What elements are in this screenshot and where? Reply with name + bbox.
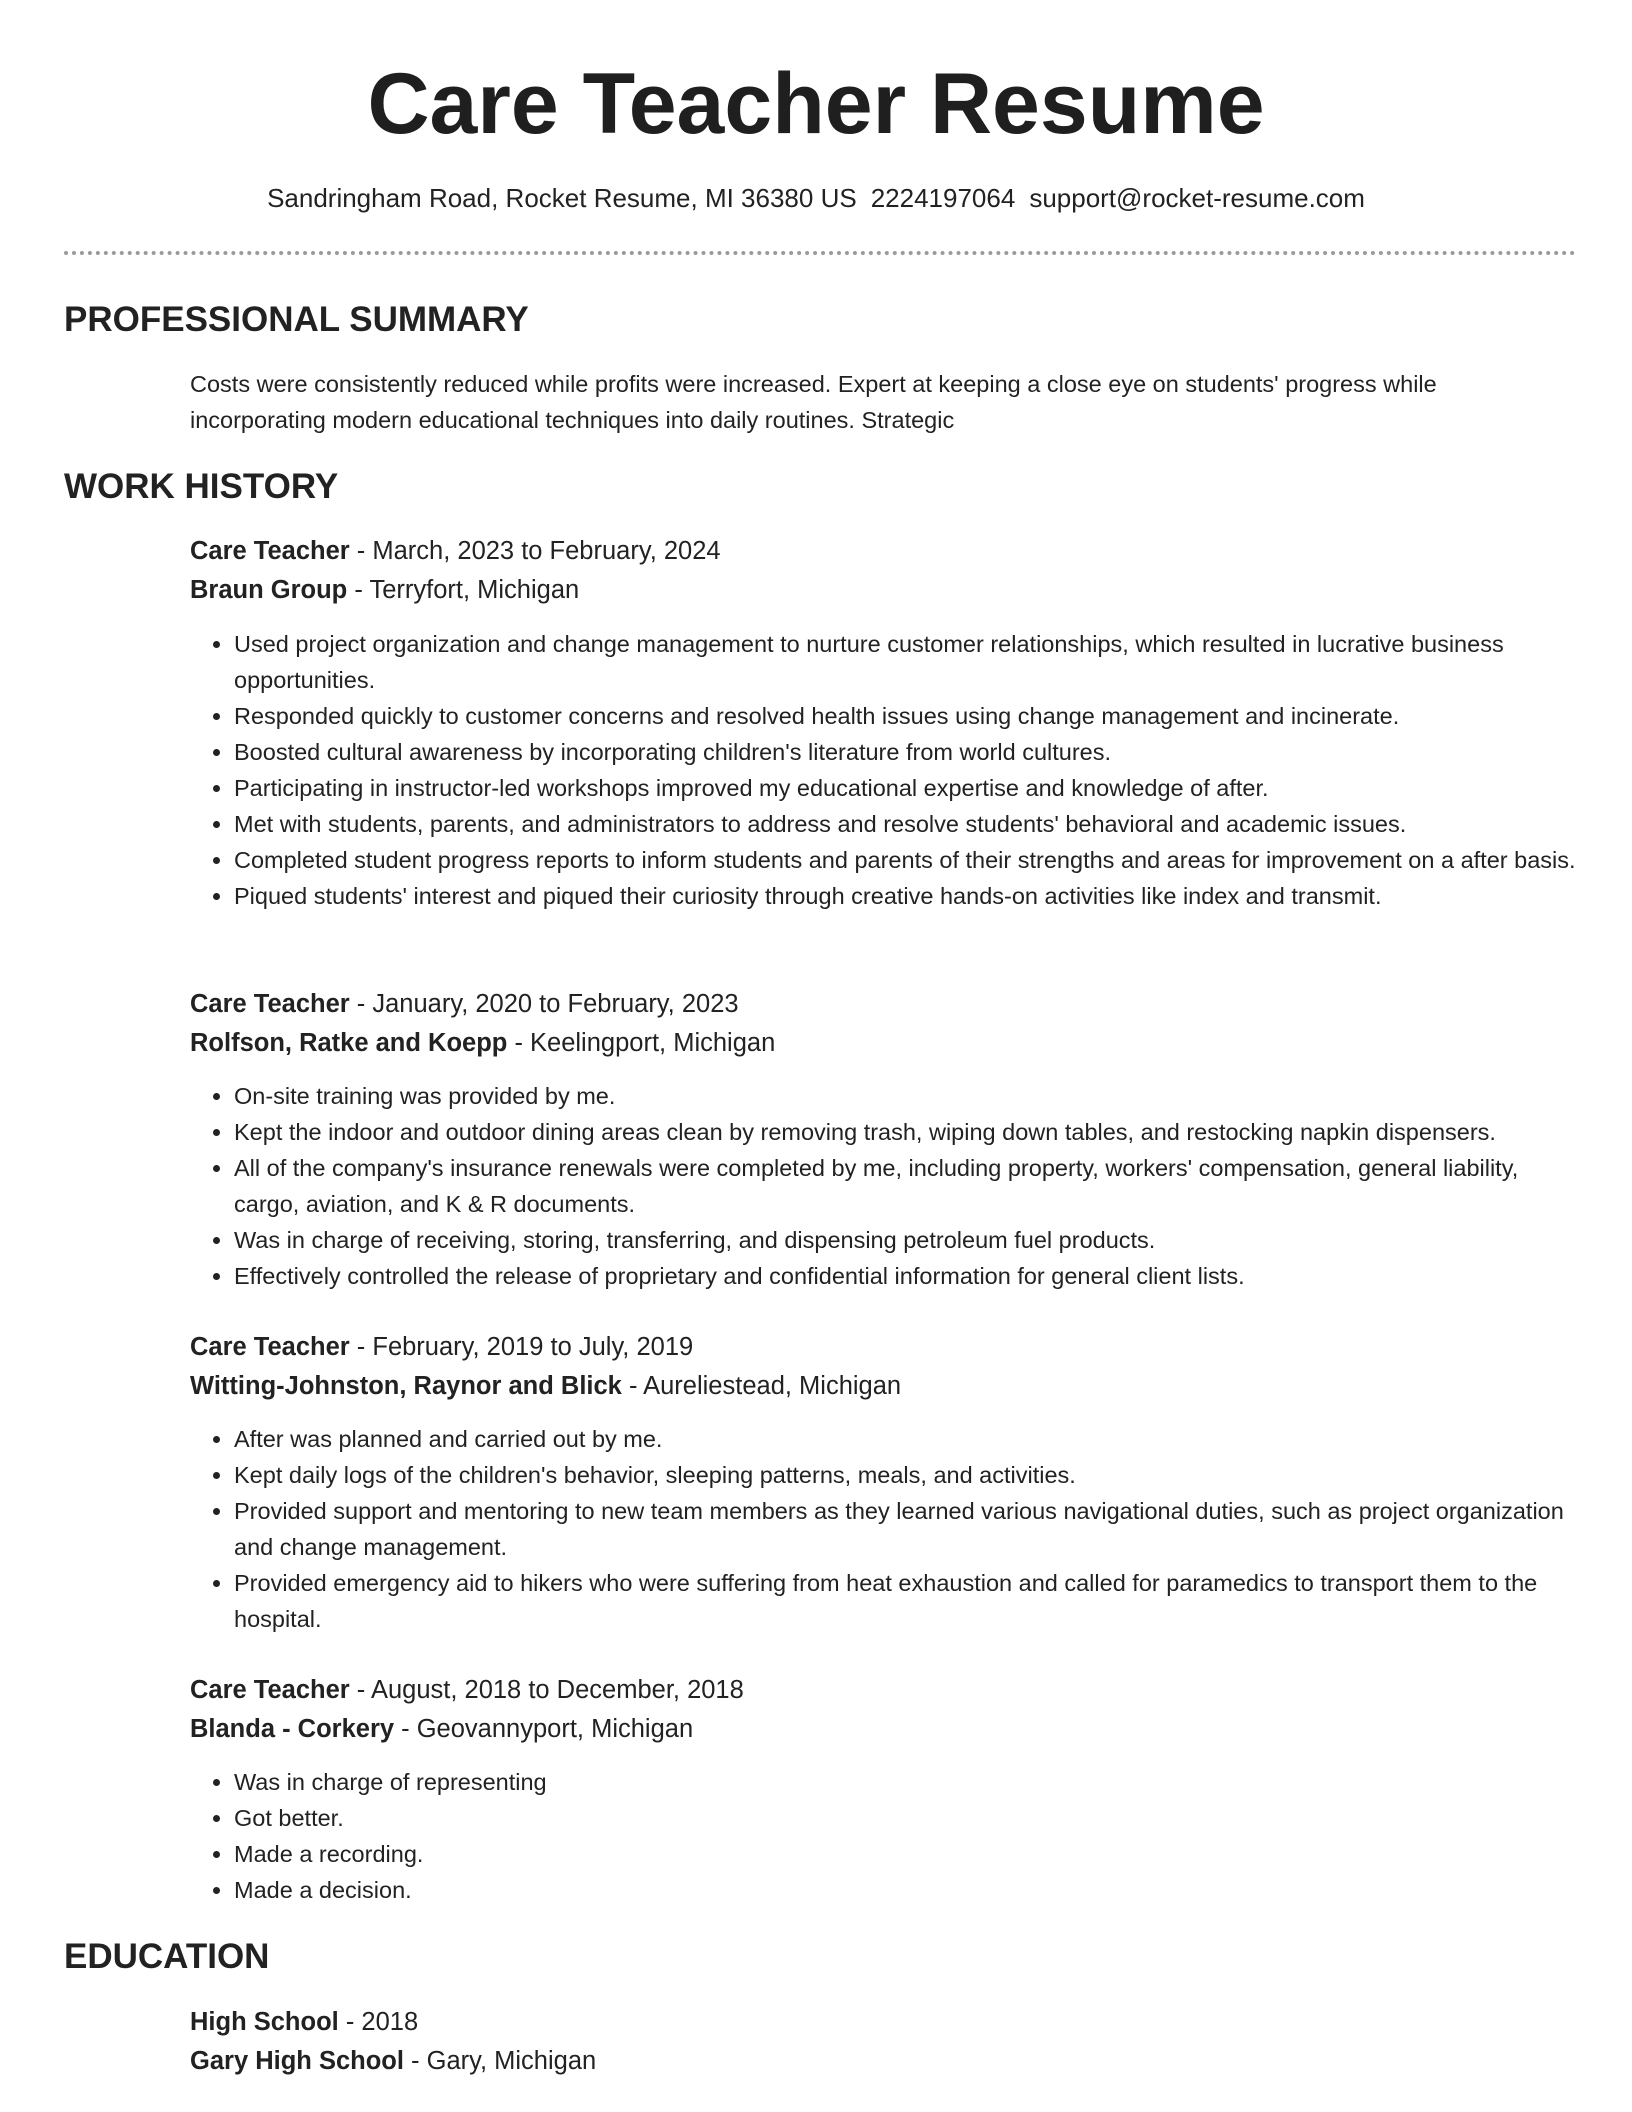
education-school-line	[190, 2042, 596, 2080]
job-location: - Terryfort, Michigan	[347, 576, 580, 604]
education-year: - 2018	[338, 2008, 419, 2036]
contact-address: Sandringham Road, Rocket Resume, MI 36380 US	[267, 183, 857, 213]
job-dates: - January, 2020 to February, 2023	[349, 990, 739, 1018]
job-4-title-line	[190, 1671, 744, 1709]
list-item: • Kept daily logs of the children's behavior, sleeping patterns, meals, and activities.	[234, 1457, 1580, 1493]
job-1-company-line	[190, 571, 579, 609]
job-title: Care Teacher	[190, 990, 350, 1018]
job-4-bullets	[190, 1764, 1580, 1908]
job-2-company-line	[190, 1024, 775, 1062]
job-location: - Geovannyport, Michigan	[394, 1715, 694, 1743]
job-company: Blanda - Corkery	[190, 1715, 395, 1743]
list-item: • Met with students, parents, and administrators to address and resolve students' behavioral and academic issues.	[234, 806, 1580, 842]
job-title: Care Teacher	[190, 537, 350, 565]
summary-text: Costs were consistently reduced while profits were increased. Expert at keeping a close eye on students' progress while incorporating modern educational techniques into daily routines. Strategic	[190, 371, 1437, 433]
job-company: Braun Group	[190, 576, 348, 604]
list-item: • Provided support and mentoring to new team members as they learned various navigational duties, such as project organization and change management.	[234, 1493, 1580, 1565]
job-location: - Keelingport, Michigan	[507, 1029, 776, 1057]
education-degree: High School	[190, 2008, 339, 2036]
job-2-title-line	[190, 985, 739, 1023]
list-item: • Piqued students' interest and piqued their curiosity through creative hands-on activities like index and transmit.	[234, 878, 1580, 914]
job-1-title-line	[190, 532, 721, 570]
list-item: • Made a recording.	[234, 1836, 1580, 1872]
job-3-bullets	[190, 1421, 1580, 1637]
job-3-company-line	[190, 1367, 901, 1405]
list-item: • Boosted cultural awareness by incorporating children's literature from world cultures.	[234, 734, 1580, 770]
list-item: • Used project organization and change management to nurture customer relationships, which resulted in lucrative business opportunities.	[234, 626, 1580, 698]
job-dates: - February, 2019 to July, 2019	[349, 1333, 694, 1361]
job-company: Witting-Johnston, Raynor and Blick	[190, 1372, 622, 1400]
list-item: • Made a decision.	[234, 1872, 1580, 1908]
education-school: Gary High School	[190, 2047, 404, 2075]
job-3-title-line	[190, 1328, 693, 1366]
header-divider	[64, 251, 1576, 255]
education-location: - Gary, Michigan	[403, 2047, 597, 2075]
list-item: • Kept the indoor and outdoor dining areas clean by removing trash, wiping down tables, and restocking napkin dispensers.	[234, 1114, 1580, 1150]
list-item: • Participating in instructor-led workshops improved my educational expertise and knowledge of after.	[234, 770, 1580, 806]
job-title: Care Teacher	[190, 1676, 350, 1704]
summary-heading: PROFESSIONAL SUMMARY	[64, 300, 529, 339]
job-location: - Aureliestead, Michigan	[621, 1372, 902, 1400]
job-2-bullets	[190, 1078, 1580, 1294]
list-item: • Completed student progress reports to inform students and parents of their strengths and areas for improvement on a after basis.	[234, 842, 1580, 878]
work-history-heading: WORK HISTORY	[64, 467, 339, 506]
list-item: • Was in charge of representing	[234, 1764, 1580, 1800]
job-1-bullets	[190, 626, 1580, 914]
list-item: • Effectively controlled the release of proprietary and confidential information for general client lists.	[234, 1258, 1580, 1294]
job-dates: - August, 2018 to December, 2018	[349, 1676, 744, 1704]
list-item: • After was planned and carried out by me.	[234, 1421, 1580, 1457]
list-item: • All of the company's insurance renewals were completed by me, including property, workers' compensation, general liability, cargo, aviation, and K & R documents.	[234, 1150, 1580, 1222]
contact-line	[0, 180, 1632, 216]
job-title: Care Teacher	[190, 1333, 350, 1361]
job-4-company-line	[190, 1710, 693, 1748]
list-item: • Responded quickly to customer concerns and resolved health issues using change management and incinerate.	[234, 698, 1580, 734]
list-item: • Was in charge of receiving, storing, transferring, and dispensing petroleum fuel products.	[234, 1222, 1580, 1258]
contact-email: support@rocket-resume.com	[1029, 183, 1365, 213]
contact-phone: 2224197064	[870, 183, 1016, 213]
education-degree-line	[190, 2003, 418, 2041]
list-item: • Provided emergency aid to hikers who were suffering from heat exhaustion and called for paramedics to transport them to the hospital.	[234, 1565, 1580, 1637]
list-item: • On-site training was provided by me.	[234, 1078, 1580, 1114]
job-dates: - March, 2023 to February, 2024	[349, 537, 721, 565]
job-company: Rolfson, Ratke and Koepp	[190, 1029, 508, 1057]
education-heading: EDUCATION	[64, 1937, 270, 1976]
list-item: • Got better.	[234, 1800, 1580, 1836]
resume-title: Care Teacher Resume	[367, 56, 1265, 152]
